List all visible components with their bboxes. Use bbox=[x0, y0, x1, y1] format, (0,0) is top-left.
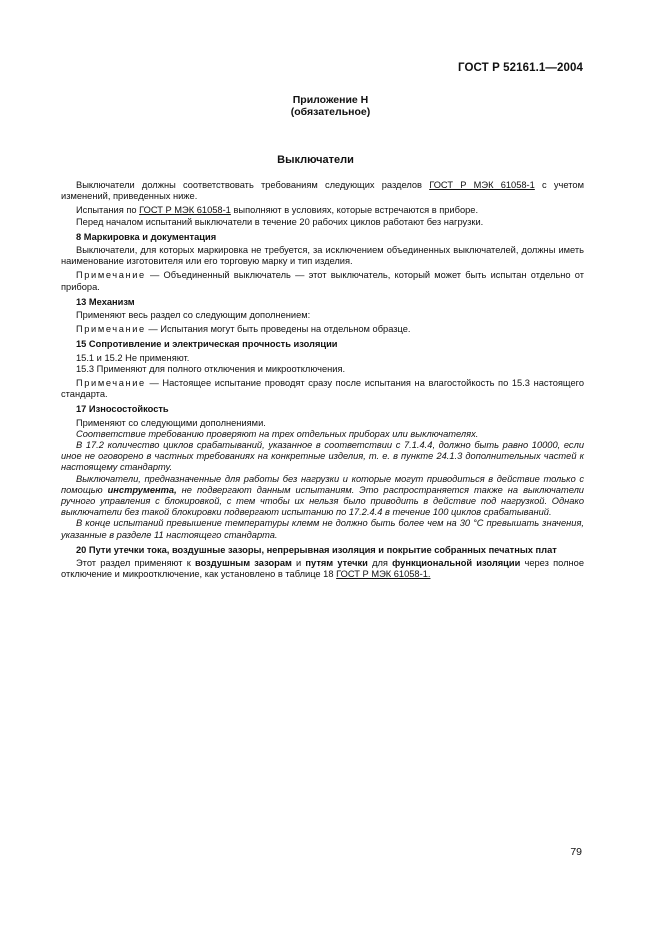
section-15-paragraph-2: 15.3 Применяют для полного отключения и микроотключения. bbox=[76, 363, 346, 374]
note-text: — Настоящее испытание проводят сразу после испытания на влагостойкость по 15.3 настоящего стандарта. bbox=[61, 378, 584, 400]
bold-term: инструмента, bbox=[107, 484, 177, 495]
section-17-paragraph-5: В конце испытаний превышение температуры клемм не должно быть более чем на 30 °С превышать значения, указанные в разделе 11 настоящего стандарта. bbox=[61, 518, 584, 540]
standard-reference-link[interactable]: ГОСТ Р МЭК 61058-1. bbox=[336, 569, 431, 580]
page-number: 79 bbox=[570, 846, 582, 858]
document-body bbox=[61, 180, 584, 581]
intro-paragraph-2 bbox=[61, 205, 584, 216]
text-run: с учетом изменений, приведенных ниже. bbox=[61, 180, 584, 202]
section-17-paragraph-1: Применяют со следующими дополнениями. bbox=[76, 417, 266, 428]
text-run: через полное отключение и микроотключение, как установлено в таблице 18 bbox=[61, 558, 584, 580]
section-17-paragraph-4 bbox=[61, 474, 584, 519]
bold-term: функциональной изоляции bbox=[392, 558, 521, 569]
section-17-heading: 17 Износостойкость bbox=[76, 404, 169, 415]
section-15-heading: 15 Сопротивление и электрическая прочность изоляции bbox=[76, 339, 338, 350]
appendix-subtitle: (обязательное) bbox=[290, 106, 371, 118]
section-15-paragraph-1: 15.1 и 15.2 Не применяют. bbox=[76, 352, 190, 363]
note-label: Примечание bbox=[76, 378, 146, 389]
appendix-title: Приложение Н bbox=[292, 94, 369, 106]
text-run: не подвергают данным испытаниям. Это распространяется также на выключатели ручного управления с блокировкой, с тем чтобы их нельзя было приводить в действие под нагрузкой. Однако выключатели без такой блокировки подвергают испытанию по 17.2.4.4 в течение 100 циклов срабатываний. bbox=[61, 484, 584, 518]
section-17-paragraph-3: В 17.2 количество циклов срабатываний, указанное в соответствии с 7.1.4.4, должно быть равно 10000, если иное не оговорено в частных требованиях на конкретные изделия, т. е. в пункте 24.1.3 дополнительных частей к настоящему стандарту. bbox=[61, 440, 584, 473]
section-20-heading: 20 Пути утечки тока, воздушные зазоры, непрерывная изоляция и покрытие собранных печатных плат bbox=[76, 544, 557, 555]
text-run: Выключатели должны соответствовать требованиям следующих разделов bbox=[76, 180, 430, 190]
standard-reference-link[interactable]: ГОСТ Р МЭК 61058-1 bbox=[429, 180, 535, 190]
appendix-heading bbox=[0, 94, 661, 118]
section-17-paragraph-2: Соответствие требованию проверяют на трех отдельных приборах или выключателях. bbox=[76, 428, 479, 439]
bold-term: воздушным зазорам bbox=[194, 558, 292, 569]
bold-term: путям утечки bbox=[305, 558, 368, 569]
note-text: — Испытания могут быть проведены на отдельном образце. bbox=[145, 324, 411, 335]
section-8-paragraph: Выключатели, для которых маркировка не требуется, за исключением объединенных выключателей, должны иметь наименование изготовителя или его торговую марку и тип изделия. bbox=[61, 245, 584, 267]
text-run: Испытания по bbox=[76, 205, 140, 216]
note-text: — Объединенный выключатель — этот выключатель, который может быть испытан отдельно от прибора. bbox=[61, 270, 584, 292]
text-run: для bbox=[367, 558, 393, 569]
document-title: Выключатели bbox=[277, 154, 354, 166]
section-8-note bbox=[61, 270, 584, 292]
section-13-heading: 13 Механизм bbox=[76, 296, 135, 307]
note-label: Примечание bbox=[76, 324, 146, 335]
section-20-paragraph bbox=[61, 558, 584, 580]
intro-paragraph-3: Перед началом испытаний выключатели в течение 20 рабочих циклов работают без нагрузки. bbox=[76, 216, 484, 227]
note-label: Примечание bbox=[76, 270, 146, 281]
text-run: Этот раздел применяют к bbox=[76, 558, 195, 569]
section-13-paragraph: Применяют весь раздел со следующим дополнением: bbox=[76, 310, 311, 321]
section-13-note bbox=[61, 324, 584, 335]
text-run: выполняют в условиях, которые встречаются в приборе. bbox=[230, 205, 479, 216]
text-run: и bbox=[291, 558, 306, 569]
standard-reference-link[interactable]: ГОСТ Р МЭК 61058-1 bbox=[139, 205, 231, 216]
standard-header: ГОСТ Р 52161.1—2004 bbox=[458, 62, 583, 74]
text-run: Выключатели, предназначенные для работы без нагрузки и которые могут приводиться в действие только с помощью bbox=[61, 473, 584, 495]
section-15-note bbox=[61, 378, 584, 400]
intro-paragraph-1 bbox=[61, 180, 584, 202]
section-8-heading: 8 Маркировка и документация bbox=[76, 231, 217, 242]
